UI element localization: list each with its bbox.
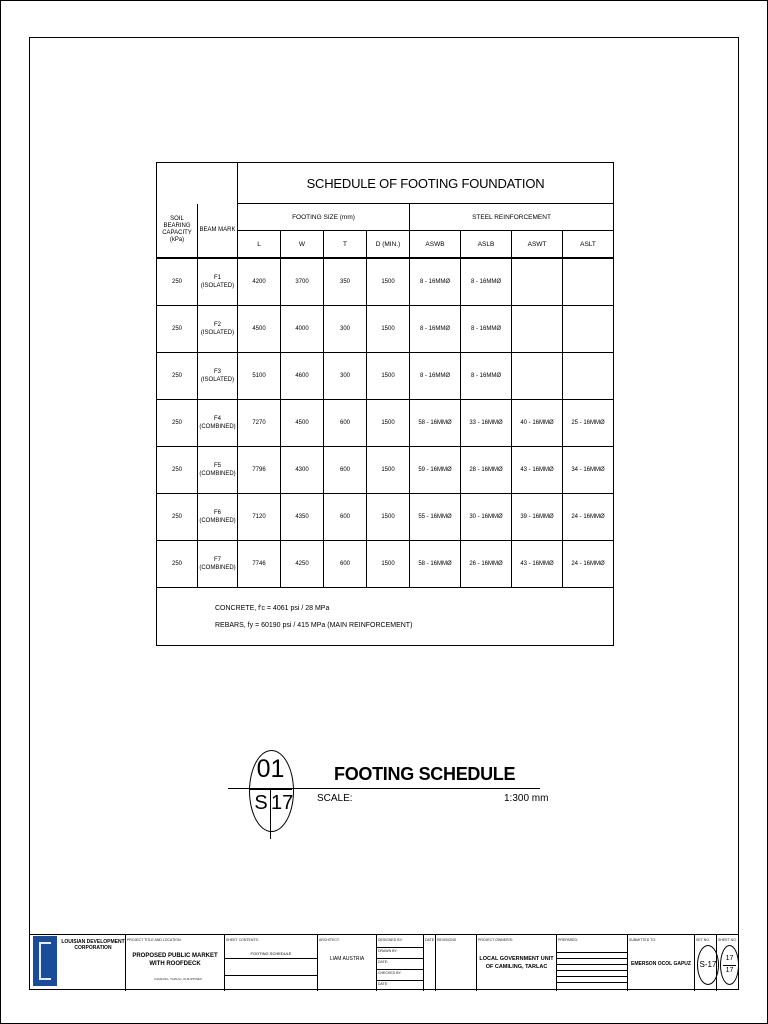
beam-mark: F1: [213, 275, 221, 281]
cell-soil: 250: [157, 447, 198, 494]
cell-mark: [198, 541, 238, 588]
footing-schedule-table: [156, 162, 614, 646]
note-rebars: REBARS, fy = 60190 psi / 415 MPa (MAIN REINFORCEMENT): [215, 621, 413, 629]
submitted-to: EMERSON OCOL GAPUZ: [631, 961, 691, 967]
set-number-stamp: [697, 945, 719, 985]
sheet-prefix: S: [254, 792, 268, 814]
drawing-number: 01: [256, 755, 285, 783]
cell-soil: 250: [157, 306, 198, 353]
line: [557, 982, 627, 983]
cell-d: 1500: [367, 306, 410, 353]
notes-row: [157, 588, 614, 646]
blank-corner: [157, 163, 238, 204]
line: [557, 958, 627, 959]
cell-aswt: [512, 258, 563, 306]
cell-soil: 250: [157, 353, 198, 400]
cell-mark: [198, 447, 238, 494]
project-title: PROPOSED PUBLIC MARKET WITH ROOFDECK: [132, 953, 218, 967]
company-logo-mark: [39, 942, 51, 980]
col-aslb: ASLB: [461, 231, 512, 259]
cell-mark: [198, 494, 238, 541]
cell-w: 4250: [281, 541, 324, 588]
cell-aswt: [512, 353, 563, 400]
cell-l: 7270: [238, 400, 281, 447]
col-aslt: ASLT: [563, 231, 614, 259]
divider: [376, 935, 377, 991]
scale-value: 1:300 mm: [504, 793, 549, 804]
cell-aslb: 33 - 16MMØ: [461, 400, 512, 447]
beam-type: (COMBINED): [199, 424, 236, 430]
cell-mark: [198, 306, 238, 353]
cell-aslb: 8 - 16MMØ: [461, 306, 512, 353]
beam-type: (COMBINED): [199, 565, 236, 571]
title-underline: [228, 788, 540, 789]
steel-reinforcement-header: STEEL REINFORCEMENT: [410, 204, 614, 231]
line: [225, 975, 317, 976]
cell-soil: 250: [157, 541, 198, 588]
soil-header: SOIL BEARING CAPACITY (kPa): [157, 204, 198, 259]
checked-by: CHECKED BY:: [378, 971, 402, 975]
cell-d: 1500: [367, 541, 410, 588]
line: [225, 958, 317, 959]
col-l: L: [238, 231, 281, 259]
table-row: [157, 541, 614, 588]
cell-d: 1500: [367, 400, 410, 447]
cell-aslb: 8 - 16MMØ: [461, 258, 512, 306]
sheet-total: 17: [725, 967, 734, 974]
schedule-title: SCHEDULE OF FOOTING FOUNDATION: [238, 163, 614, 204]
cell-t: 300: [324, 353, 367, 400]
beam-mark: F5: [213, 463, 221, 469]
cell-l: 5100: [238, 353, 281, 400]
cell-soil: 250: [157, 400, 198, 447]
cell-t: 600: [324, 541, 367, 588]
col-aswt: ASWT: [512, 231, 563, 259]
table-row: [157, 494, 614, 541]
cell-w: 3700: [281, 258, 324, 306]
cell-aslt: 34 - 16MMØ: [563, 447, 614, 494]
cell-aslb: 8 - 16MMØ: [461, 353, 512, 400]
cell-aslt: 24 - 16MMØ: [563, 541, 614, 588]
architect-label: ARCHITECT:: [319, 938, 340, 942]
cell-l: 4500: [238, 306, 281, 353]
cell-w: 4500: [281, 400, 324, 447]
beam-mark: F7: [213, 557, 221, 563]
table-row: [157, 258, 614, 306]
date-label-2: DATE:: [378, 982, 389, 986]
line: [557, 976, 627, 977]
date-col: DATE: [425, 938, 435, 942]
beam-type: (COMBINED): [199, 518, 236, 524]
sheet-contents: FOOTING SCHEDULE: [250, 951, 292, 956]
beam-type: (ISOLATED): [200, 283, 235, 289]
designed-by: DESIGNED BY:: [378, 938, 403, 942]
cell-t: 350: [324, 258, 367, 306]
project-owner: LOCAL GOVERNMENT UNIT OF CAMILING, TARLAC: [479, 956, 554, 970]
cell-w: 4000: [281, 306, 324, 353]
cell-aslt: [563, 353, 614, 400]
cell-aslt: 25 - 16MMØ: [563, 400, 614, 447]
divider: [224, 935, 225, 991]
beam-mark: F3: [213, 369, 221, 375]
cell-mark: [198, 400, 238, 447]
project-label: PROJECT TITLE AND LOCATION:: [127, 938, 182, 942]
col-aswb: ASWB: [410, 231, 461, 259]
cell-d: 1500: [367, 353, 410, 400]
beam-mark: F6: [213, 510, 221, 516]
cell-aswb: 55 - 16MMØ: [410, 494, 461, 541]
cell-aslt: [563, 306, 614, 353]
title-block: [29, 934, 739, 991]
cell-aswt: 40 - 16MMØ: [512, 400, 563, 447]
prepared-label: PREPARED:: [558, 938, 578, 942]
sheet-number: 17: [271, 792, 294, 814]
cell-aswt: 43 - 16MMØ: [512, 447, 563, 494]
cell-aswb: 58 - 16MMØ: [410, 541, 461, 588]
line: [557, 970, 627, 971]
line: [557, 964, 627, 965]
set-number: S-17: [699, 960, 717, 969]
divider: [423, 935, 424, 991]
cell-t: 600: [324, 400, 367, 447]
scale-label: SCALE:: [317, 793, 353, 804]
cell-aslb: 28 - 16MMØ: [461, 447, 512, 494]
cell-aswb: 8 - 16MMØ: [410, 306, 461, 353]
beam-mark: F2: [213, 322, 221, 328]
sheet-num: 17: [725, 955, 734, 962]
cell-aswb: 8 - 16MMØ: [410, 258, 461, 306]
cell-t: 600: [324, 447, 367, 494]
cell-w: 4350: [281, 494, 324, 541]
cell-l: 4200: [238, 258, 281, 306]
cell-aswt: [512, 306, 563, 353]
set-no-label: SET NO.: [696, 938, 710, 942]
cell-aslb: 30 - 16MMØ: [461, 494, 512, 541]
cell-t: 300: [324, 306, 367, 353]
cell-aswb: 8 - 16MMØ: [410, 353, 461, 400]
cell-aswt: 43 - 16MMØ: [512, 541, 563, 588]
cell-l: 7746: [238, 541, 281, 588]
cell-aswt: 39 - 16MMØ: [512, 494, 563, 541]
cell-t: 600: [324, 494, 367, 541]
table-row: [157, 306, 614, 353]
drawing-title: FOOTING SCHEDULE: [334, 764, 516, 784]
cell-aswb: 59 - 16MMØ: [410, 447, 461, 494]
date-label: DATE:: [378, 960, 389, 964]
table-row: [157, 400, 614, 447]
col-w: W: [281, 231, 324, 259]
divider: [317, 935, 318, 991]
cell-aslt: [563, 258, 614, 306]
cell-l: 7796: [238, 447, 281, 494]
sheet-contents-label: SHEET CONTENTS:: [226, 938, 259, 942]
line: [377, 958, 423, 959]
beam-type: (ISOLATED): [200, 377, 235, 383]
architect-name: LIAM AUSTRIA: [329, 956, 365, 962]
line: [557, 952, 627, 953]
beam-type: (COMBINED): [199, 471, 236, 477]
revisions-label: REVISIONS: [437, 938, 457, 942]
cell-w: 4600: [281, 353, 324, 400]
company-name: LOUISIAN DEVELOPMENT CORPORATION: [61, 939, 125, 951]
divider: [125, 935, 126, 991]
cell-mark: [198, 258, 238, 306]
cell-w: 4300: [281, 447, 324, 494]
sheet-number-stamp: [720, 945, 739, 985]
cell-mark: [198, 353, 238, 400]
table-row: [157, 447, 614, 494]
line: [377, 947, 423, 948]
cell-d: 1500: [367, 258, 410, 306]
line: [377, 969, 423, 970]
section-marker-tick: [270, 829, 271, 839]
cell-aslt: 24 - 16MMØ: [563, 494, 614, 541]
beam-type: (ISOLATED): [200, 330, 235, 336]
beam-mark-header: BEAM MARK: [198, 204, 238, 259]
notes-cell: [157, 588, 614, 646]
cell-d: 1500: [367, 447, 410, 494]
col-d: D (MIN.): [367, 231, 410, 259]
table-row: [157, 353, 614, 400]
footing-size-header: FOOTING SIZE (mm): [238, 204, 410, 231]
cell-aswb: 58 - 16MMØ: [410, 400, 461, 447]
line: [377, 980, 423, 981]
cell-soil: 250: [157, 494, 198, 541]
beam-mark: F4: [213, 416, 221, 422]
sheet-no-label: SHEET NO.: [718, 938, 737, 942]
col-t: T: [324, 231, 367, 259]
divider: [694, 935, 695, 991]
cell-l: 7120: [238, 494, 281, 541]
owner-label: PROJECT OWNER/S:: [478, 938, 513, 942]
cell-d: 1500: [367, 494, 410, 541]
cell-aslb: 26 - 16MMØ: [461, 541, 512, 588]
project-location: CAMILING, TARLAC, PHILIPPINES: [154, 977, 202, 981]
submitted-label: SUBMITTED TO:: [629, 938, 656, 942]
note-concrete: CONCRETE, f'c = 4061 psi / 28 MPa: [215, 604, 330, 612]
drawn-by: DRAWN BY:: [378, 949, 398, 953]
divider: [435, 935, 436, 991]
cell-soil: 250: [157, 258, 198, 306]
